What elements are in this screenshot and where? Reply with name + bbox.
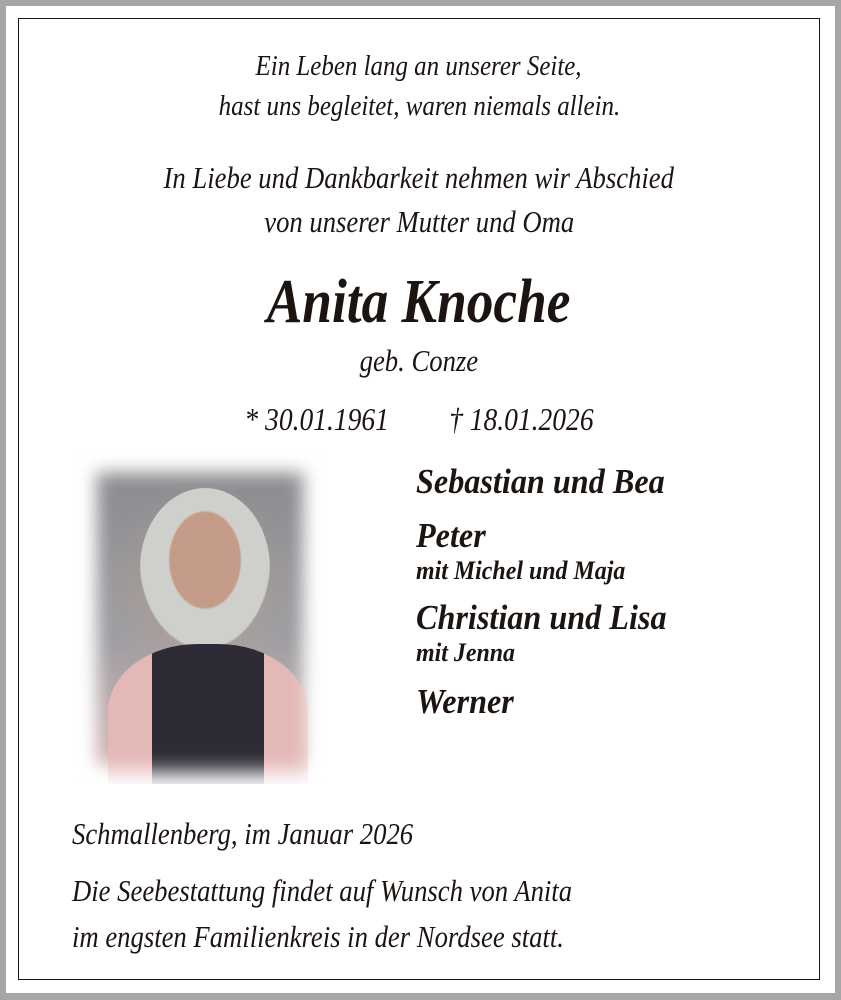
birth-name: geb. Conze: [359, 343, 479, 378]
portrait-photo: [78, 454, 322, 784]
intro-line-2: von unserer Mutter und Oma: [263, 204, 575, 239]
family-member: Werner: [416, 682, 514, 721]
place-date: Schmallenberg, im Januar 2026: [72, 816, 414, 851]
life-dates: [19, 399, 819, 439]
family-member: Christian und Lisa: [416, 598, 667, 637]
death-date: † 18.01.2026: [449, 401, 594, 437]
family-member: Peter: [416, 516, 486, 555]
family-member: Sebastian und Bea: [416, 462, 665, 501]
intro-line-1: In Liebe und Dankbarkeit nehmen wir Abschied: [163, 160, 675, 195]
motto-line-1: Ein Leben lang an unserer Seite,: [255, 50, 583, 82]
family-member-with: mit Jenna: [416, 638, 516, 667]
photo-vignette: [78, 454, 322, 784]
obituary-page: [6, 6, 835, 993]
burial-note-line-1: Die Seebestattung findet auf Wunsch von Anita: [72, 873, 573, 908]
burial-note-line-2: im engsten Familienkreis in der Nordsee statt.: [72, 919, 564, 954]
birth-date: * 30.01.1961: [244, 401, 389, 437]
family-member-with: mit Michel und Maja: [416, 556, 626, 585]
deceased-name: Anita Knoche: [267, 268, 571, 336]
motto-line-2: hast uns begleitet, waren niemals allein.: [218, 90, 620, 122]
family-list: [416, 462, 688, 722]
